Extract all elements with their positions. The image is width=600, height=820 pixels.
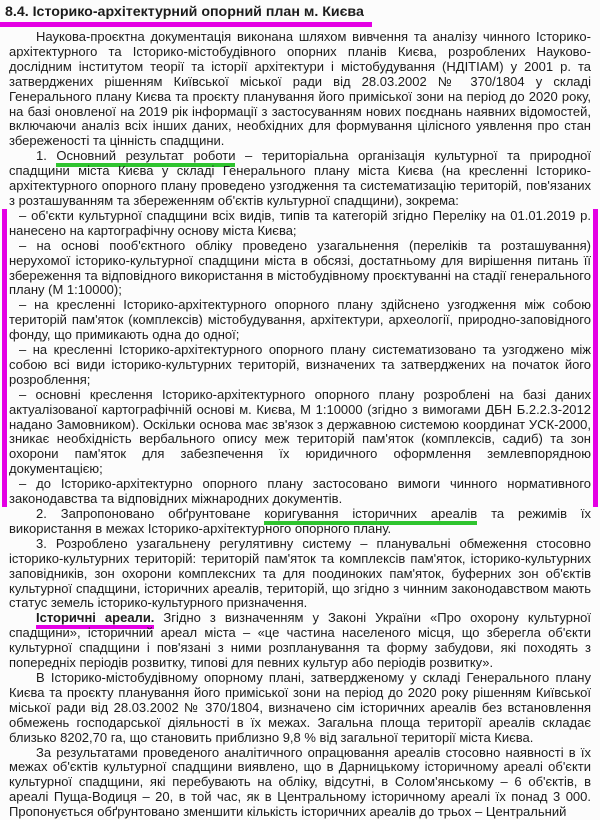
proposal-paragraph	[9, 507, 591, 537]
proposal-pre: 2. Запропоновано обґрунтоване	[36, 506, 264, 521]
regulatory-text: 3. Розроблено узагальнену регулятивну систему – планувальні обмеження стосовно історико-культурних територій: територій пам'яток та комплексів пам'яток, історико-культурних заповідників, зон охорони комплексних та для поодиноких пам'яток, буферних зон об'єктів культурної спадщини, історичних ареалів, територій, що згідно з чинним законодавством мають статус земель історико-культурного призначення.	[9, 536, 591, 611]
bullet-item	[9, 477, 591, 507]
section-heading-text: 8.4. Історико-архітектурний опорний план м. Києва	[0, 4, 372, 27]
master-plan-text: В Історико-містобудівному опорному плані, затвердженому у складі Генерального плану Києва та проєкту планування його приміської зони на період до 2020 року рішенням Київської міської ради від 28.03.2002 № 370/1804, визначено сім історичних ареалів без встановлення обмежень господарської діяльності в їх межах. Загальна площа території ареалів складає близько 8202,70 га, що становить приблизно 9,8 % від загальної території міста Києва.	[9, 670, 591, 745]
areals-text: Згідно з визначенням у Законі України «Про охорону культурної спадщини», історичний ареал міста – «це частина населеного місця, що зберегла об'єкти культурної спадщини і пов'язані з ними розпланування та форму забудови, які походять з попередніх періодів розвитку, типові для певних культур або періодів розвитку».	[9, 610, 591, 670]
bullet-text: – до Історико-архітектурно опорного плану застосовано вимоги чинного нормативного законодавства та відповідних міжнародних документів.	[9, 476, 591, 506]
green-underline-highlight: коригування історичних ареалів	[264, 506, 477, 525]
bullet-text: – на кресленні Історико-архітектурного опорного плану здійснено узгодження між собою територій пам'яток (комплексів) містобудування, архітектури, археології, природно-заповідного фонду, що примикають одна до одної;	[9, 297, 591, 342]
analysis-paragraph	[9, 746, 591, 820]
intro-paragraph	[9, 30, 591, 149]
bullet-text: – на кресленні Історико-архітектурного опорного плану систематизовано та узгоджено між собою всі види історико-культурних територій, визначених та затверджених на початок його розроблення;	[9, 342, 591, 387]
result-number: 1.	[36, 148, 56, 163]
bullet-item	[9, 209, 591, 239]
magenta-bracket	[2, 209, 598, 507]
intro-text: Наукова-проєктна документація виконана шляхом вивчення та аналізу чинного Історико-архітектурного та Історико-містобудівного опорних планів Києва, розроблених Науково-дослідним інститутом теорії та історії архітектури і містобудування (НДІТІАМ) у 2001 р. та затверджених рішенням Київської міської ради від 28.03.2002 № 370/1804 у складі Генерального плану Києва та проєкту планування його приміської зони на період до 2020 року, на базі оновленої на 2019 рік інформації з застосуванням нових поєднань наявних відомостей, включаючи аналіз всіх інших даних, необхідних для формування цілісного уявлення про стан збереженості та цінність спадщини.	[9, 29, 591, 148]
master-plan-paragraph	[9, 671, 591, 746]
bullet-item	[9, 343, 591, 388]
areals-paragraph	[9, 611, 591, 671]
result-text: – територіальна організація культурної та природної спадщини міста Києва у складі Генерального плану міста Києва (на кресленні Історико-архітектурного опорного плану проведено узгодження та систематизацію територій, пов'язаних з розташуванням та збереженням об'єктів культурної спадщини), зокрема:	[9, 148, 591, 208]
bullet-text: – основні креслення Історико-архітектурного опорного плану розроблені на базі даних актуалізованої картографічній основі м. Києва, М 1:10000 (згідно з вимогами ДБН Б.2.2.3-2012 надано Замовником). Оскільки основа має зв'язок з державною системою координат УСК-2000, зникає необхідність вербального опису меж територій пам'яток (комплексів, садиб) та зон охорони пам'яток для забезпечення їх юридичного оформлення землевпорядною документацією;	[9, 387, 591, 477]
bullet-item	[9, 298, 591, 343]
analysis-text: За результатами проведеного аналітичного опрацювання ареалів стосовно наявності в їх межах об'єктів культурної спадщини виявлено, що в Дарницькому історичному ареалі об'єкти культурної спадщини, які перебувають на обліку, відсутні, в Солом'янському – 6 об'єктів, в ареалі Пуща-Водиця – 20, в той час, як в Центральному історичному ареалі їх понад 3 000. Пропонується обґрунтовано зменшити кількість історичних ареалів до трьох – Центральний	[9, 745, 591, 820]
bullet-text: – об'єкти культурної спадщини всіх видів, типів та категорій згідно Переліку на 01.01.2019 р. нанесено на картографічну основу міста Києва;	[9, 208, 591, 238]
bullet-item	[9, 239, 591, 299]
magenta-underline-highlight: Історичні ареали.	[36, 610, 154, 629]
result-paragraph	[9, 149, 591, 209]
bullet-item	[9, 388, 591, 477]
section-heading	[9, 4, 591, 27]
proposal-post: та режимів їх використання в межах Історико-архітектурного опорного плану.	[9, 506, 591, 536]
green-underline-highlight: Основний результат роботи	[56, 148, 235, 167]
regulatory-paragraph	[9, 537, 591, 612]
bullet-text: – на основі пооб'єктного обліку проведено узагальнення (переліків та розташування) нерухомої історико-культурної спадщини міста в обсязі, достатньому для вирішення питань її збереження та відповідного використання в містобудівному проєктуванні на стадії генерального плану (М 1:10000);	[9, 238, 591, 298]
